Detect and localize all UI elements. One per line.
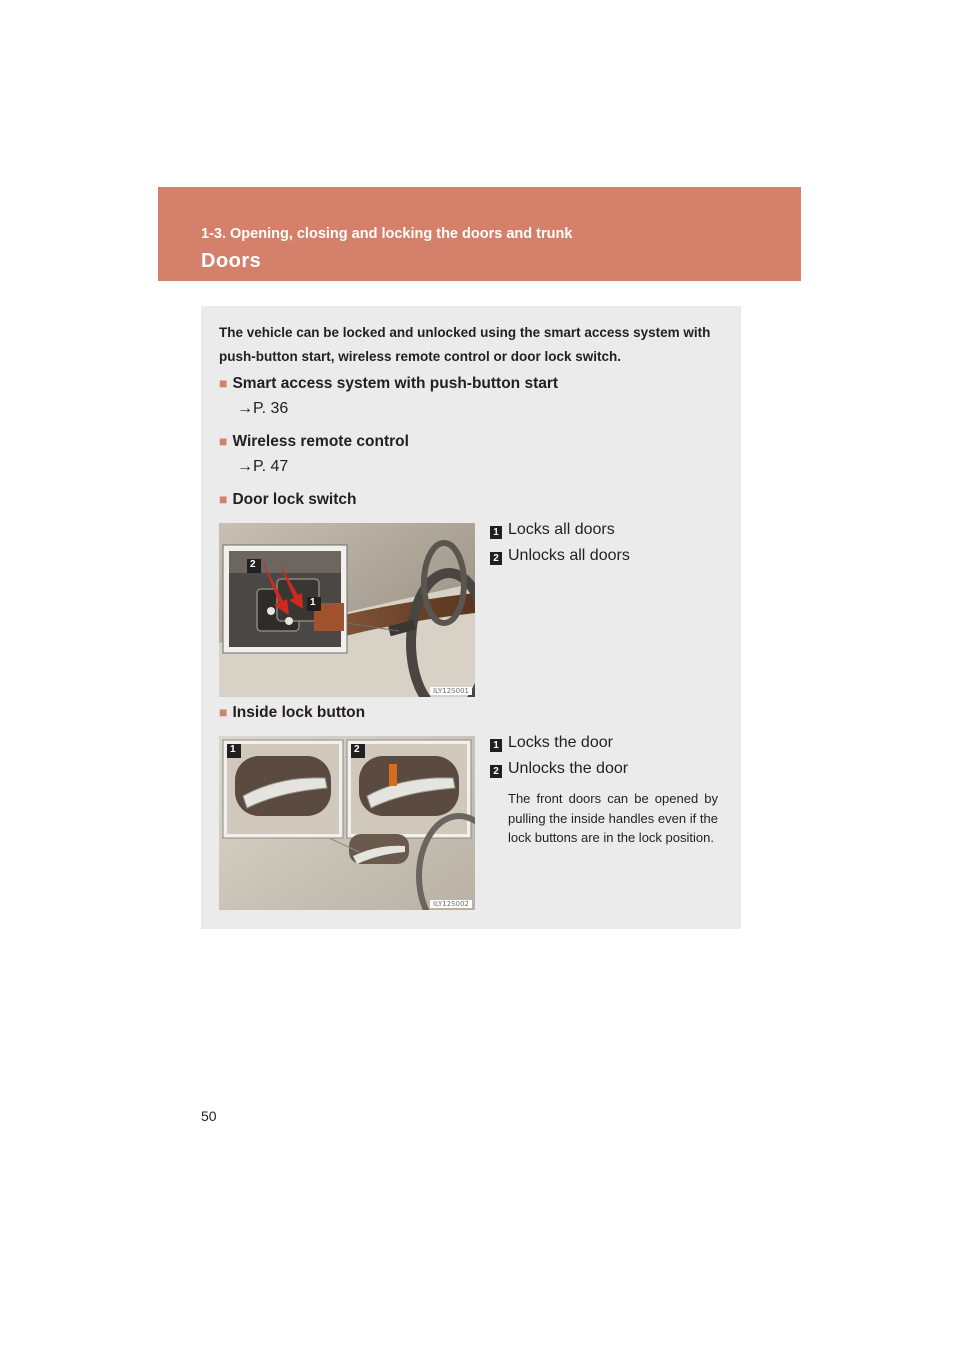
step-text: Unlocks all doors: [508, 546, 630, 564]
subhead-label: Door lock switch: [232, 491, 357, 508]
inside-lock-button-illustration: [219, 736, 475, 910]
subhead-inside-lock-button: [219, 704, 365, 722]
step-item: [490, 546, 630, 565]
step-number-icon: 2: [490, 552, 502, 565]
bullet-icon: ■: [219, 491, 228, 507]
step-item: [490, 759, 628, 778]
image-code: ILY12S001: [430, 687, 472, 695]
page-heading: Doors: [201, 250, 262, 272]
intro-text: The vehicle can be locked and unlocked using the smart access system with push-button start, wireless remote control or door lock switch.: [219, 325, 711, 364]
step-number-icon: 1: [490, 739, 502, 752]
bullet-icon: ■: [219, 704, 228, 720]
bullet-icon: ■: [219, 433, 228, 449]
step-number-icon: 2: [490, 765, 502, 778]
page-number: 50: [201, 1108, 217, 1124]
step-text: Locks the door: [508, 733, 613, 751]
callout-label: 2: [354, 744, 360, 755]
subhead-label: Wireless remote control: [232, 433, 409, 450]
subhead-label: Inside lock button: [232, 704, 366, 721]
callout-label: 2: [250, 559, 256, 570]
bullet-icon: ■: [219, 375, 228, 391]
step-number-icon: 1: [490, 526, 502, 539]
step-item: [490, 733, 613, 752]
callout-label: 1: [230, 744, 236, 755]
subhead-wireless-remote: [219, 433, 409, 451]
step-text: Locks all doors: [508, 520, 615, 538]
step-text: Unlocks the door: [508, 759, 629, 777]
section-title: 1-3. Opening, closing and locking the doors and trunk: [201, 226, 573, 242]
image-code: ILY12S002: [430, 900, 472, 908]
step-item: [490, 520, 615, 539]
note-text: The front doors can be opened by pulling the inside handles even if the lock buttons are in the lock position.: [508, 791, 718, 845]
subhead-smart-access: [219, 375, 558, 393]
door-lock-switch-illustration: [219, 523, 475, 697]
subhead-label: Smart access system with push-button start: [232, 375, 559, 392]
subhead-door-lock-switch: [219, 491, 357, 509]
page-reference-link[interactable]: →P. 36: [237, 400, 289, 417]
page-reference-link[interactable]: →P. 47: [237, 458, 289, 475]
callout-label: 1: [310, 597, 316, 608]
